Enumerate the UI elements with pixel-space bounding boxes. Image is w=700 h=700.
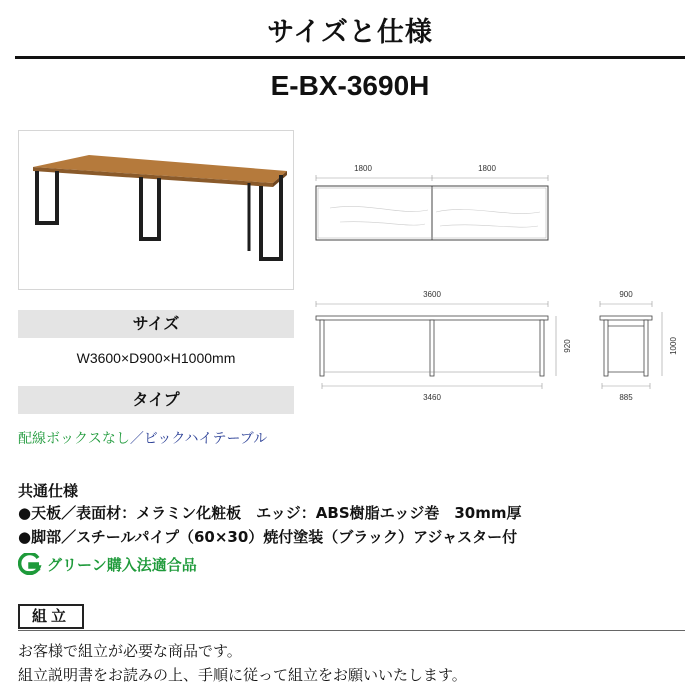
table-illustration xyxy=(19,131,295,291)
type-primary: 配線ボックスなし xyxy=(18,431,130,447)
size-heading: サイズ xyxy=(18,310,294,338)
dim-top-left: 1800 xyxy=(354,164,372,173)
type-heading: タイプ xyxy=(18,386,294,414)
title-divider xyxy=(15,56,685,59)
dim-top-right: 1800 xyxy=(478,164,496,173)
green-purchase-label: グリーン購入法適合品 xyxy=(47,556,197,574)
dimension-drawing xyxy=(300,150,700,410)
model-number: E-BX-3690H xyxy=(270,70,430,101)
dim-side-height: 1000 xyxy=(669,337,678,355)
side-view xyxy=(600,290,678,402)
dim-front-inner: 3460 xyxy=(423,393,441,402)
dim-side-inner: 885 xyxy=(619,393,633,402)
page-title: サイズと仕様 xyxy=(267,17,433,48)
spec-title: 共通仕様 xyxy=(18,482,79,500)
green-purchase-icon xyxy=(18,553,42,575)
assembly-label: 組立 xyxy=(18,604,84,629)
assembly-divider xyxy=(18,630,685,631)
spec-line-legs: ●脚部／スチールパイプ（60×30）焼付塗装（ブラック）アジャスター付 xyxy=(18,528,518,546)
assembly-note-1: お客様で組立が必要な商品です。 xyxy=(18,642,242,660)
assembly-note-2: 組立説明書をお読みの上、手順に従って組立をお願いいたします。 xyxy=(18,666,467,684)
size-value: W3600×D900×H1000mm xyxy=(76,350,236,366)
product-image xyxy=(18,130,294,290)
type-separator: ／ xyxy=(129,431,144,447)
dim-front-height: 920 xyxy=(563,339,572,353)
top-view xyxy=(316,164,548,240)
type-line xyxy=(18,428,267,448)
dim-front-width: 3600 xyxy=(423,290,441,299)
type-secondary: ビックハイテーブル xyxy=(143,431,268,447)
dim-side-depth: 900 xyxy=(619,290,633,299)
spec-line-top: ●天板／表面材：メラミン化粧板 エッジ：ABS樹脂エッジ巻 30mm厚 xyxy=(18,504,522,522)
front-view xyxy=(316,290,572,402)
